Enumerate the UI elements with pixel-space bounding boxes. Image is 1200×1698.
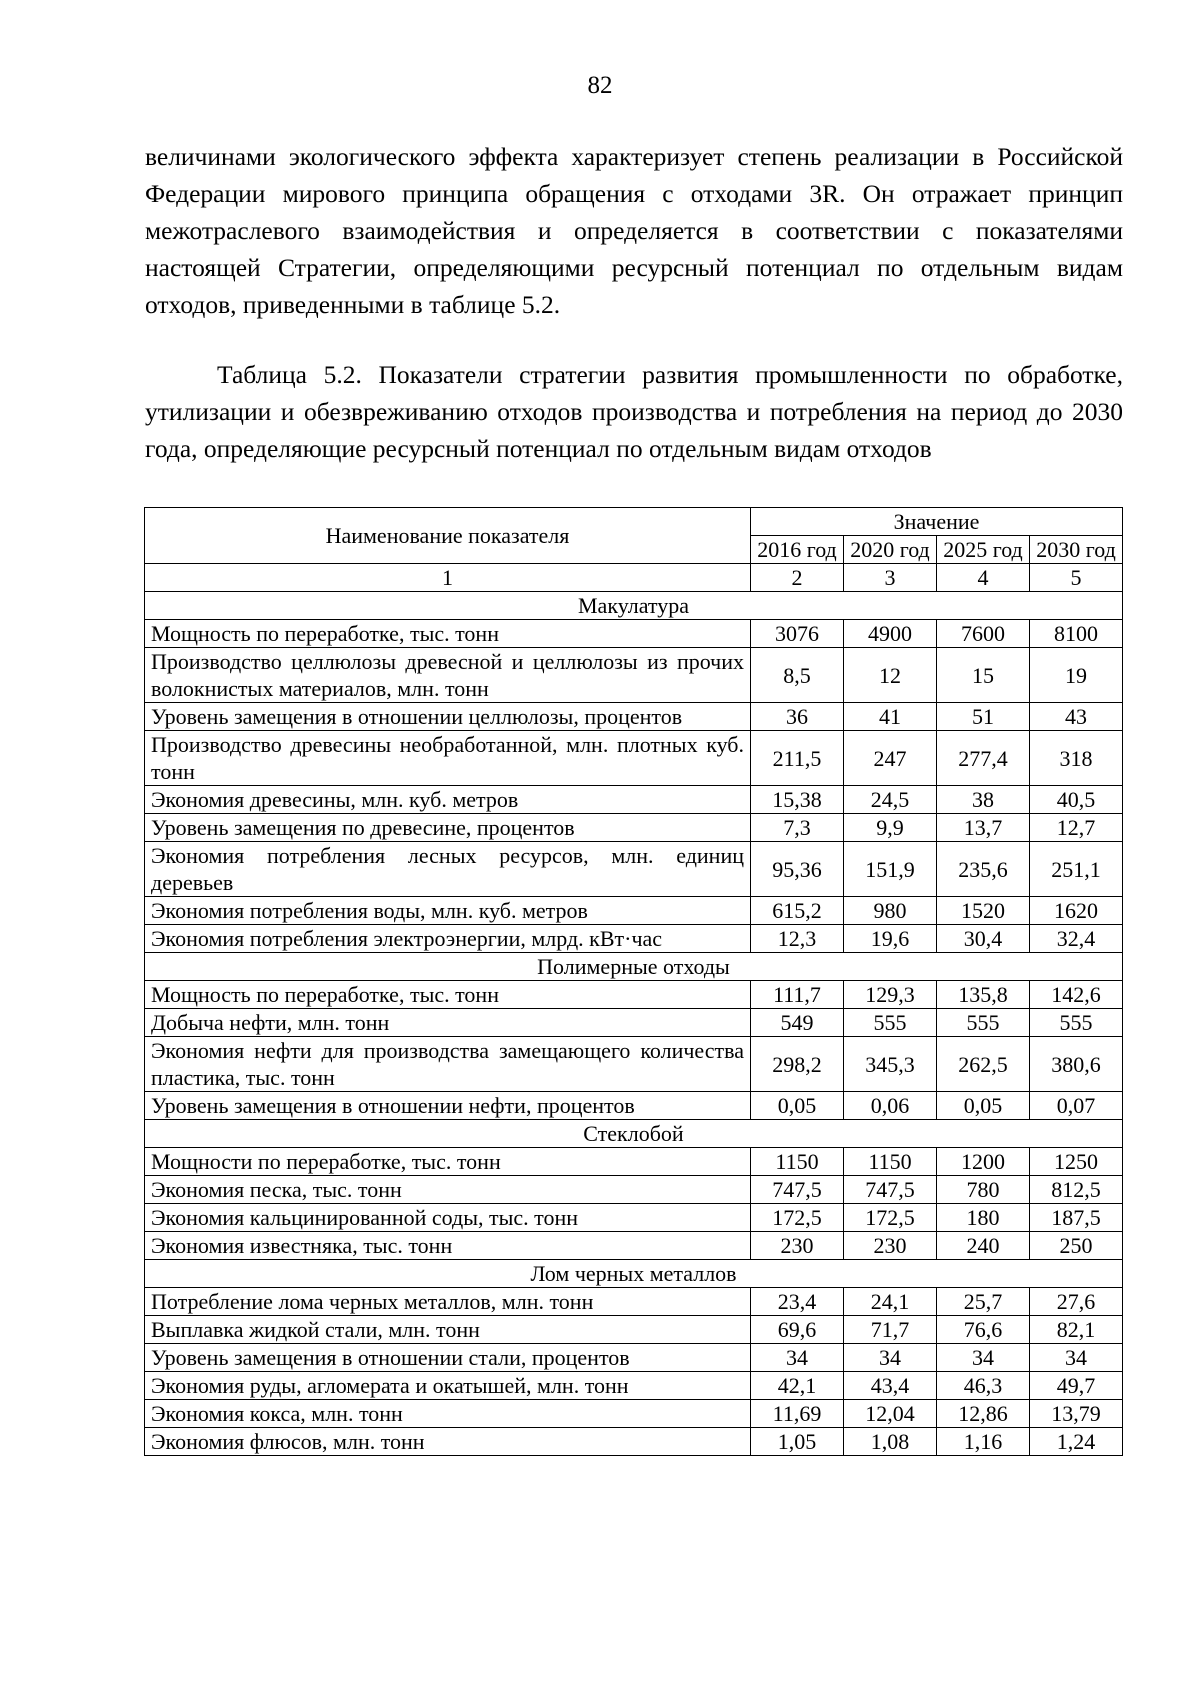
table-row bbox=[145, 1288, 1123, 1316]
value-cell: 38 bbox=[937, 786, 1030, 814]
indicator-name-cell: Экономия потребления электроэнергии, млрд. кВт·час bbox=[145, 925, 751, 953]
value-cell: 3076 bbox=[751, 620, 844, 648]
value-cell: 318 bbox=[1030, 731, 1123, 786]
intro-paragraph: величинами экологического эффекта характеризует степень реализации в Российской Федерации мирового принципа обращения с отходами 3R. Он отражает принцип межотраслевого взаимодействия и определяется в соответствии с показателями настоящей Стратегии, определяющими ресурсный потенциал по отдельным видам отходов, приведенными в таблице 5.2. bbox=[145, 142, 1123, 319]
indicator-name-cell: Производство целлюлозы древесной и целлюлозы из прочих волокнистых материалов, млн. тонн bbox=[145, 648, 751, 703]
indicator-name-cell: Мощность по переработке, тыс. тонн bbox=[145, 620, 751, 648]
table-row bbox=[145, 786, 1123, 814]
indicator-name-cell: Мощности по переработке, тыс. тонн bbox=[145, 1148, 751, 1176]
indicator-name-cell: Потребление лома черных металлов, млн. тонн bbox=[145, 1288, 751, 1316]
value-cell: 1250 bbox=[1030, 1148, 1123, 1176]
value-cell: 812,5 bbox=[1030, 1176, 1123, 1204]
value-cell: 0,05 bbox=[937, 1092, 1030, 1120]
indicator-name-cell: Экономия потребления лесных ресурсов, млн. единиц деревьев bbox=[145, 842, 751, 897]
value-cell: 262,5 bbox=[937, 1037, 1030, 1092]
table-body bbox=[145, 508, 1123, 1456]
indicator-name-cell: Экономия песка, тыс. тонн bbox=[145, 1176, 751, 1204]
table-row bbox=[145, 703, 1123, 731]
value-cell: 277,4 bbox=[937, 731, 1030, 786]
section-row bbox=[145, 953, 1123, 981]
column-number-cell: 4 bbox=[937, 564, 1030, 592]
value-cell: 51 bbox=[937, 703, 1030, 731]
value-cell: 12,86 bbox=[937, 1400, 1030, 1428]
value-cell: 345,3 bbox=[844, 1037, 937, 1092]
table-row bbox=[145, 925, 1123, 953]
year-cell: 2025 год bbox=[937, 536, 1030, 564]
value-cell: 1150 bbox=[844, 1148, 937, 1176]
indicator-name-cell: Уровень замещения в отношении целлюлозы, процентов bbox=[145, 703, 751, 731]
indicator-name-cell: Выплавка жидкой стали, млн. тонн bbox=[145, 1316, 751, 1344]
value-cell: 380,6 bbox=[1030, 1037, 1123, 1092]
value-cell: 151,9 bbox=[844, 842, 937, 897]
table-row bbox=[145, 981, 1123, 1009]
value-cell: 1,08 bbox=[844, 1428, 937, 1456]
table-row bbox=[145, 1400, 1123, 1428]
indicators-table bbox=[144, 507, 1123, 1456]
section-row bbox=[145, 1120, 1123, 1148]
value-cell: 240 bbox=[937, 1232, 1030, 1260]
value-cell: 549 bbox=[751, 1009, 844, 1037]
value-cell: 1,16 bbox=[937, 1428, 1030, 1456]
value-cell: 15 bbox=[937, 648, 1030, 703]
value-cell: 555 bbox=[937, 1009, 1030, 1037]
indicator-name-cell: Экономия древесины, млн. куб. метров bbox=[145, 786, 751, 814]
value-cell: 19,6 bbox=[844, 925, 937, 953]
value-cell: 0,05 bbox=[751, 1092, 844, 1120]
header-name-cell: Наименование показателя bbox=[145, 508, 751, 564]
value-cell: 980 bbox=[844, 897, 937, 925]
value-cell: 13,79 bbox=[1030, 1400, 1123, 1428]
table-row bbox=[145, 1316, 1123, 1344]
value-cell: 36 bbox=[751, 703, 844, 731]
value-cell: 19 bbox=[1030, 648, 1123, 703]
value-cell: 211,5 bbox=[751, 731, 844, 786]
value-cell: 27,6 bbox=[1030, 1288, 1123, 1316]
table-row bbox=[145, 620, 1123, 648]
indicator-name-cell: Производство древесины необработанной, млн. плотных куб. тонн bbox=[145, 731, 751, 786]
table-row bbox=[145, 648, 1123, 703]
table-row bbox=[145, 1232, 1123, 1260]
value-cell: 41 bbox=[844, 703, 937, 731]
indicator-name-cell: Экономия нефти для производства замещающего количества пластика, тыс. тонн bbox=[145, 1037, 751, 1092]
value-cell: 46,3 bbox=[937, 1372, 1030, 1400]
value-cell: 1620 bbox=[1030, 897, 1123, 925]
value-cell: 111,7 bbox=[751, 981, 844, 1009]
table-row bbox=[145, 1344, 1123, 1372]
table-row bbox=[145, 814, 1123, 842]
value-cell: 49,7 bbox=[1030, 1372, 1123, 1400]
value-cell: 1520 bbox=[937, 897, 1030, 925]
value-cell: 180 bbox=[937, 1204, 1030, 1232]
value-cell: 76,6 bbox=[937, 1316, 1030, 1344]
value-cell: 251,1 bbox=[1030, 842, 1123, 897]
indicator-name-cell: Мощность по переработке, тыс. тонн bbox=[145, 981, 751, 1009]
indicator-name-cell: Уровень замещения в отношении стали, процентов bbox=[145, 1344, 751, 1372]
value-cell: 32,4 bbox=[1030, 925, 1123, 953]
value-cell: 43,4 bbox=[844, 1372, 937, 1400]
value-cell: 71,7 bbox=[844, 1316, 937, 1344]
indicator-name-cell: Уровень замещения в отношении нефти, процентов bbox=[145, 1092, 751, 1120]
value-cell: 12 bbox=[844, 648, 937, 703]
indicator-name-cell: Добыча нефти, млн. тонн bbox=[145, 1009, 751, 1037]
value-cell: 615,2 bbox=[751, 897, 844, 925]
table-row bbox=[145, 1148, 1123, 1176]
table-row bbox=[145, 1176, 1123, 1204]
value-cell: 555 bbox=[844, 1009, 937, 1037]
value-cell: 42,1 bbox=[751, 1372, 844, 1400]
value-cell: 24,5 bbox=[844, 786, 937, 814]
column-number-cell: 3 bbox=[844, 564, 937, 592]
value-cell: 230 bbox=[751, 1232, 844, 1260]
value-cell: 34 bbox=[1030, 1344, 1123, 1372]
indicator-name-cell: Экономия известняка, тыс. тонн bbox=[145, 1232, 751, 1260]
value-cell: 82,1 bbox=[1030, 1316, 1123, 1344]
value-cell: 747,5 bbox=[751, 1176, 844, 1204]
indicator-name-cell: Экономия кальцинированной соды, тыс. тонн bbox=[145, 1204, 751, 1232]
table-row bbox=[145, 1037, 1123, 1092]
value-cell: 230 bbox=[844, 1232, 937, 1260]
value-cell: 247 bbox=[844, 731, 937, 786]
value-cell: 1,24 bbox=[1030, 1428, 1123, 1456]
section-title: Лом черных металлов bbox=[145, 1260, 1123, 1288]
value-cell: 780 bbox=[937, 1176, 1030, 1204]
value-cell: 34 bbox=[844, 1344, 937, 1372]
value-cell: 12,3 bbox=[751, 925, 844, 953]
section-title: Полимерные отходы bbox=[145, 953, 1123, 981]
value-cell: 43 bbox=[1030, 703, 1123, 731]
value-cell: 13,7 bbox=[937, 814, 1030, 842]
value-cell: 9,9 bbox=[844, 814, 937, 842]
value-cell: 95,36 bbox=[751, 842, 844, 897]
value-cell: 1,05 bbox=[751, 1428, 844, 1456]
value-cell: 25,7 bbox=[937, 1288, 1030, 1316]
value-cell: 129,3 bbox=[844, 981, 937, 1009]
year-cell: 2030 год bbox=[1030, 536, 1123, 564]
value-cell: 40,5 bbox=[1030, 786, 1123, 814]
year-cell: 2020 год bbox=[844, 536, 937, 564]
table-row bbox=[145, 1204, 1123, 1232]
value-cell: 30,4 bbox=[937, 925, 1030, 953]
column-number-cell: 1 bbox=[145, 564, 751, 592]
value-cell: 142,6 bbox=[1030, 981, 1123, 1009]
table-row bbox=[145, 897, 1123, 925]
year-cell: 2016 год bbox=[751, 536, 844, 564]
value-cell: 12,04 bbox=[844, 1400, 937, 1428]
value-cell: 11,69 bbox=[751, 1400, 844, 1428]
indicator-name-cell: Экономия кокса, млн. тонн bbox=[145, 1400, 751, 1428]
indicator-name-cell: Экономия флюсов, млн. тонн bbox=[145, 1428, 751, 1456]
column-numbers-row bbox=[145, 564, 1123, 592]
value-cell: 555 bbox=[1030, 1009, 1123, 1037]
table-row bbox=[145, 1092, 1123, 1120]
table-row bbox=[145, 1428, 1123, 1456]
value-cell: 4900 bbox=[844, 620, 937, 648]
value-cell: 0,07 bbox=[1030, 1092, 1123, 1120]
column-number-cell: 2 bbox=[751, 564, 844, 592]
value-cell: 7,3 bbox=[751, 814, 844, 842]
value-cell: 135,8 bbox=[937, 981, 1030, 1009]
value-cell: 8,5 bbox=[751, 648, 844, 703]
value-cell: 34 bbox=[937, 1344, 1030, 1372]
table-row bbox=[145, 1372, 1123, 1400]
indicator-name-cell: Уровень замещения по древесине, процентов bbox=[145, 814, 751, 842]
value-cell: 34 bbox=[751, 1344, 844, 1372]
value-cell: 69,6 bbox=[751, 1316, 844, 1344]
section-title: Стеклобой bbox=[145, 1120, 1123, 1148]
indicator-name-cell: Экономия потребления воды, млн. куб. метров bbox=[145, 897, 751, 925]
value-cell: 1200 bbox=[937, 1148, 1030, 1176]
value-cell: 8100 bbox=[1030, 620, 1123, 648]
table-row bbox=[145, 842, 1123, 897]
value-cell: 12,7 bbox=[1030, 814, 1123, 842]
section-row bbox=[145, 1260, 1123, 1288]
value-cell: 235,6 bbox=[937, 842, 1030, 897]
header-value-cell: Значение bbox=[751, 508, 1123, 536]
page-number: 82 bbox=[587, 72, 613, 99]
table-row bbox=[145, 1009, 1123, 1037]
table-row bbox=[145, 731, 1123, 786]
value-cell: 172,5 bbox=[844, 1204, 937, 1232]
value-cell: 7600 bbox=[937, 620, 1030, 648]
value-cell: 250 bbox=[1030, 1232, 1123, 1260]
header-row bbox=[145, 508, 1123, 536]
value-cell: 298,2 bbox=[751, 1037, 844, 1092]
table-caption: Таблица 5.2. Показатели стратегии развития промышленности по обработке, утилизации и обезвреживанию отходов производства и потребления на период до 2030 года, определяющие ресурсный потенциал по отдельным видам отходов bbox=[145, 360, 1123, 463]
value-cell: 187,5 bbox=[1030, 1204, 1123, 1232]
value-cell: 15,38 bbox=[751, 786, 844, 814]
value-cell: 24,1 bbox=[844, 1288, 937, 1316]
indicator-name-cell: Экономия руды, агломерата и окатышей, млн. тонн bbox=[145, 1372, 751, 1400]
value-cell: 1150 bbox=[751, 1148, 844, 1176]
value-cell: 172,5 bbox=[751, 1204, 844, 1232]
section-row bbox=[145, 592, 1123, 620]
value-cell: 747,5 bbox=[844, 1176, 937, 1204]
value-cell: 0,06 bbox=[844, 1092, 937, 1120]
column-number-cell: 5 bbox=[1030, 564, 1123, 592]
value-cell: 23,4 bbox=[751, 1288, 844, 1316]
section-title: Макулатура bbox=[145, 592, 1123, 620]
